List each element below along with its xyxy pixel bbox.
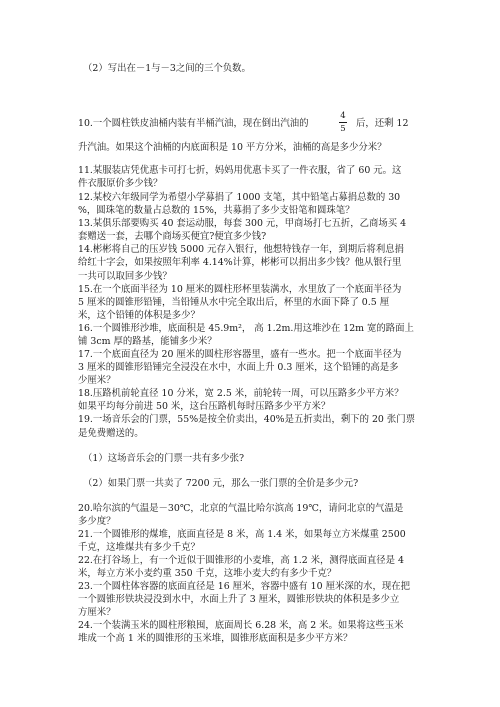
text-line: 17.一个底面直径为 20 厘米的圆柱形容器里，盛有一些水。把一个底面半径为 bbox=[78, 349, 402, 360]
text-line: 米，这个铅锤的体积是多少？ bbox=[78, 310, 200, 321]
text-line: 件衣服原价多少钱？ bbox=[78, 178, 163, 189]
text-line: 3 厘米的圆锥形铅锤完全浸没在水中，水面上升 0.3 厘米，这个铅锤的高是多 bbox=[78, 362, 399, 373]
text-line: 堆成一个高 1 米的圆锥形的玉米堆，圆锥形底面积是多少平方米？ bbox=[78, 633, 353, 644]
fraction bbox=[339, 111, 347, 134]
text-line: 10.一个圆柱铁皮油桶内装有半桶汽油，现在倒出汽油的 bbox=[78, 118, 309, 129]
text-line: 19.一场音乐会的门票，55%是按全价卖出，40%是五折卖出，剩下的 20 张门票 bbox=[78, 414, 415, 425]
text-line: 18.压路机前轮直径 10 分米，宽 2.5 米，前轮转一周，可以压路多少平方米？ bbox=[78, 388, 404, 399]
text-line: 20.哈尔滨的气温是－30℃，北京的气温比哈尔滨高 19℃，请问北京的气温是 bbox=[78, 503, 404, 514]
text-line: 13.某俱乐部要购买 40 套运动服，每套 300 元，甲商场打七五折，乙商场买 4 bbox=[78, 218, 407, 229]
text-line: %，圆珠笔的数量占总数的 15%，共募捐了多少支铅笔和圆珠笔？ bbox=[78, 205, 355, 216]
text-line: 如果平均每分前进 50 米，这台压路机每时压路多少平方米？ bbox=[78, 401, 331, 412]
text-line: 21.一个圆锥形的煤堆，底面直径是 8 米，高 1.4 米，如果每立方米煤重 2500 bbox=[78, 529, 406, 540]
text-line: 升汽油。如果这个油桶的内底面积是 10 平方分米，油桶的高是多少分米？ bbox=[78, 142, 387, 153]
fraction-bar bbox=[339, 122, 347, 123]
fraction-numerator: 4 bbox=[340, 111, 346, 121]
text-line: （2）如果门票一共卖了 7200 元，那么一张门票的全价是多少元? bbox=[83, 478, 359, 489]
text-line: 24.一个装满玉米的圆柱形粮囤，底面周长 6.28 米，高 2 米。如果将这些玉米 bbox=[78, 620, 404, 631]
text-line: 12.某校六年级同学为希望小学募捐了 1000 支笔，其中铅笔占募捐总数的 30 bbox=[78, 192, 401, 203]
text-line: 方厘米？ bbox=[78, 607, 116, 618]
text-line: 套赠送一套，去哪个商场买便宜?便宜多少钱? bbox=[78, 231, 267, 242]
text-line: 米，每立方米小麦约重 350 千克，这堆小麦大约有多少千克？ bbox=[78, 568, 337, 579]
text-line: （2）写出在－1与－3之间的三个负数。 bbox=[83, 63, 251, 74]
text-line: 千克，这堆煤共有多少千克？ bbox=[78, 542, 200, 553]
text-line: 一共可以取回多少钱？ bbox=[78, 271, 172, 282]
text-line: 给红十字会，如果按照年利率 4.14%计算，彬彬可以捐出多少钱？他从银行里 bbox=[78, 257, 402, 268]
text-line: 是免费赠送的。 bbox=[78, 428, 144, 439]
text-line: 后，还剩 12 bbox=[356, 118, 409, 129]
text-line: 铺 3cm 厚的路基，能铺多少米？ bbox=[78, 336, 217, 347]
text-line: 16.一个圆锥形沙堆，底面积是 45.9m²， 高 1.2m.用这堆沙在 12m 宽的路面上 bbox=[78, 323, 414, 334]
text-line: 15.在一个底面半径为 10 厘米的圆柱形杯里装满水，水里放了一个底面半径为 bbox=[78, 284, 402, 295]
text-line: 14.彬彬将自己的压岁钱 5000 元存入银行，他想特钱存一年，到期后将利息捐 bbox=[78, 244, 404, 255]
text-line: 少厘米？ bbox=[78, 375, 116, 386]
text-line: 多少度？ bbox=[78, 516, 116, 527]
fraction-denominator: 5 bbox=[340, 124, 346, 134]
text-line: 5 厘米的圆锥形铅锤，当铅锤从水中完全取出后，杯里的水面下降了 0.5 厘 bbox=[78, 297, 390, 308]
text-line: 11.某服装店凭优惠卡可打七折，妈妈用优惠卡买了一件衣服，省了 60 元。这 bbox=[78, 165, 402, 176]
text-line: 22.在打谷场上，有一个近似于圆锥形的小麦堆，高 1.2 米，测得底面直径是 4 bbox=[78, 555, 404, 566]
text-line: 一个圆锥形铁块浸没到水中，水面上升了 3 厘米，圆锥形铁块的体积是多少立 bbox=[78, 594, 400, 605]
text-line: 23.一个圆柱体容器的底面直径是 16 厘米，容器中盛有 10 厘米深的水，现在把 bbox=[78, 581, 410, 592]
text-line: （1）这场音乐会的门票一共有多少张? bbox=[83, 453, 244, 464]
